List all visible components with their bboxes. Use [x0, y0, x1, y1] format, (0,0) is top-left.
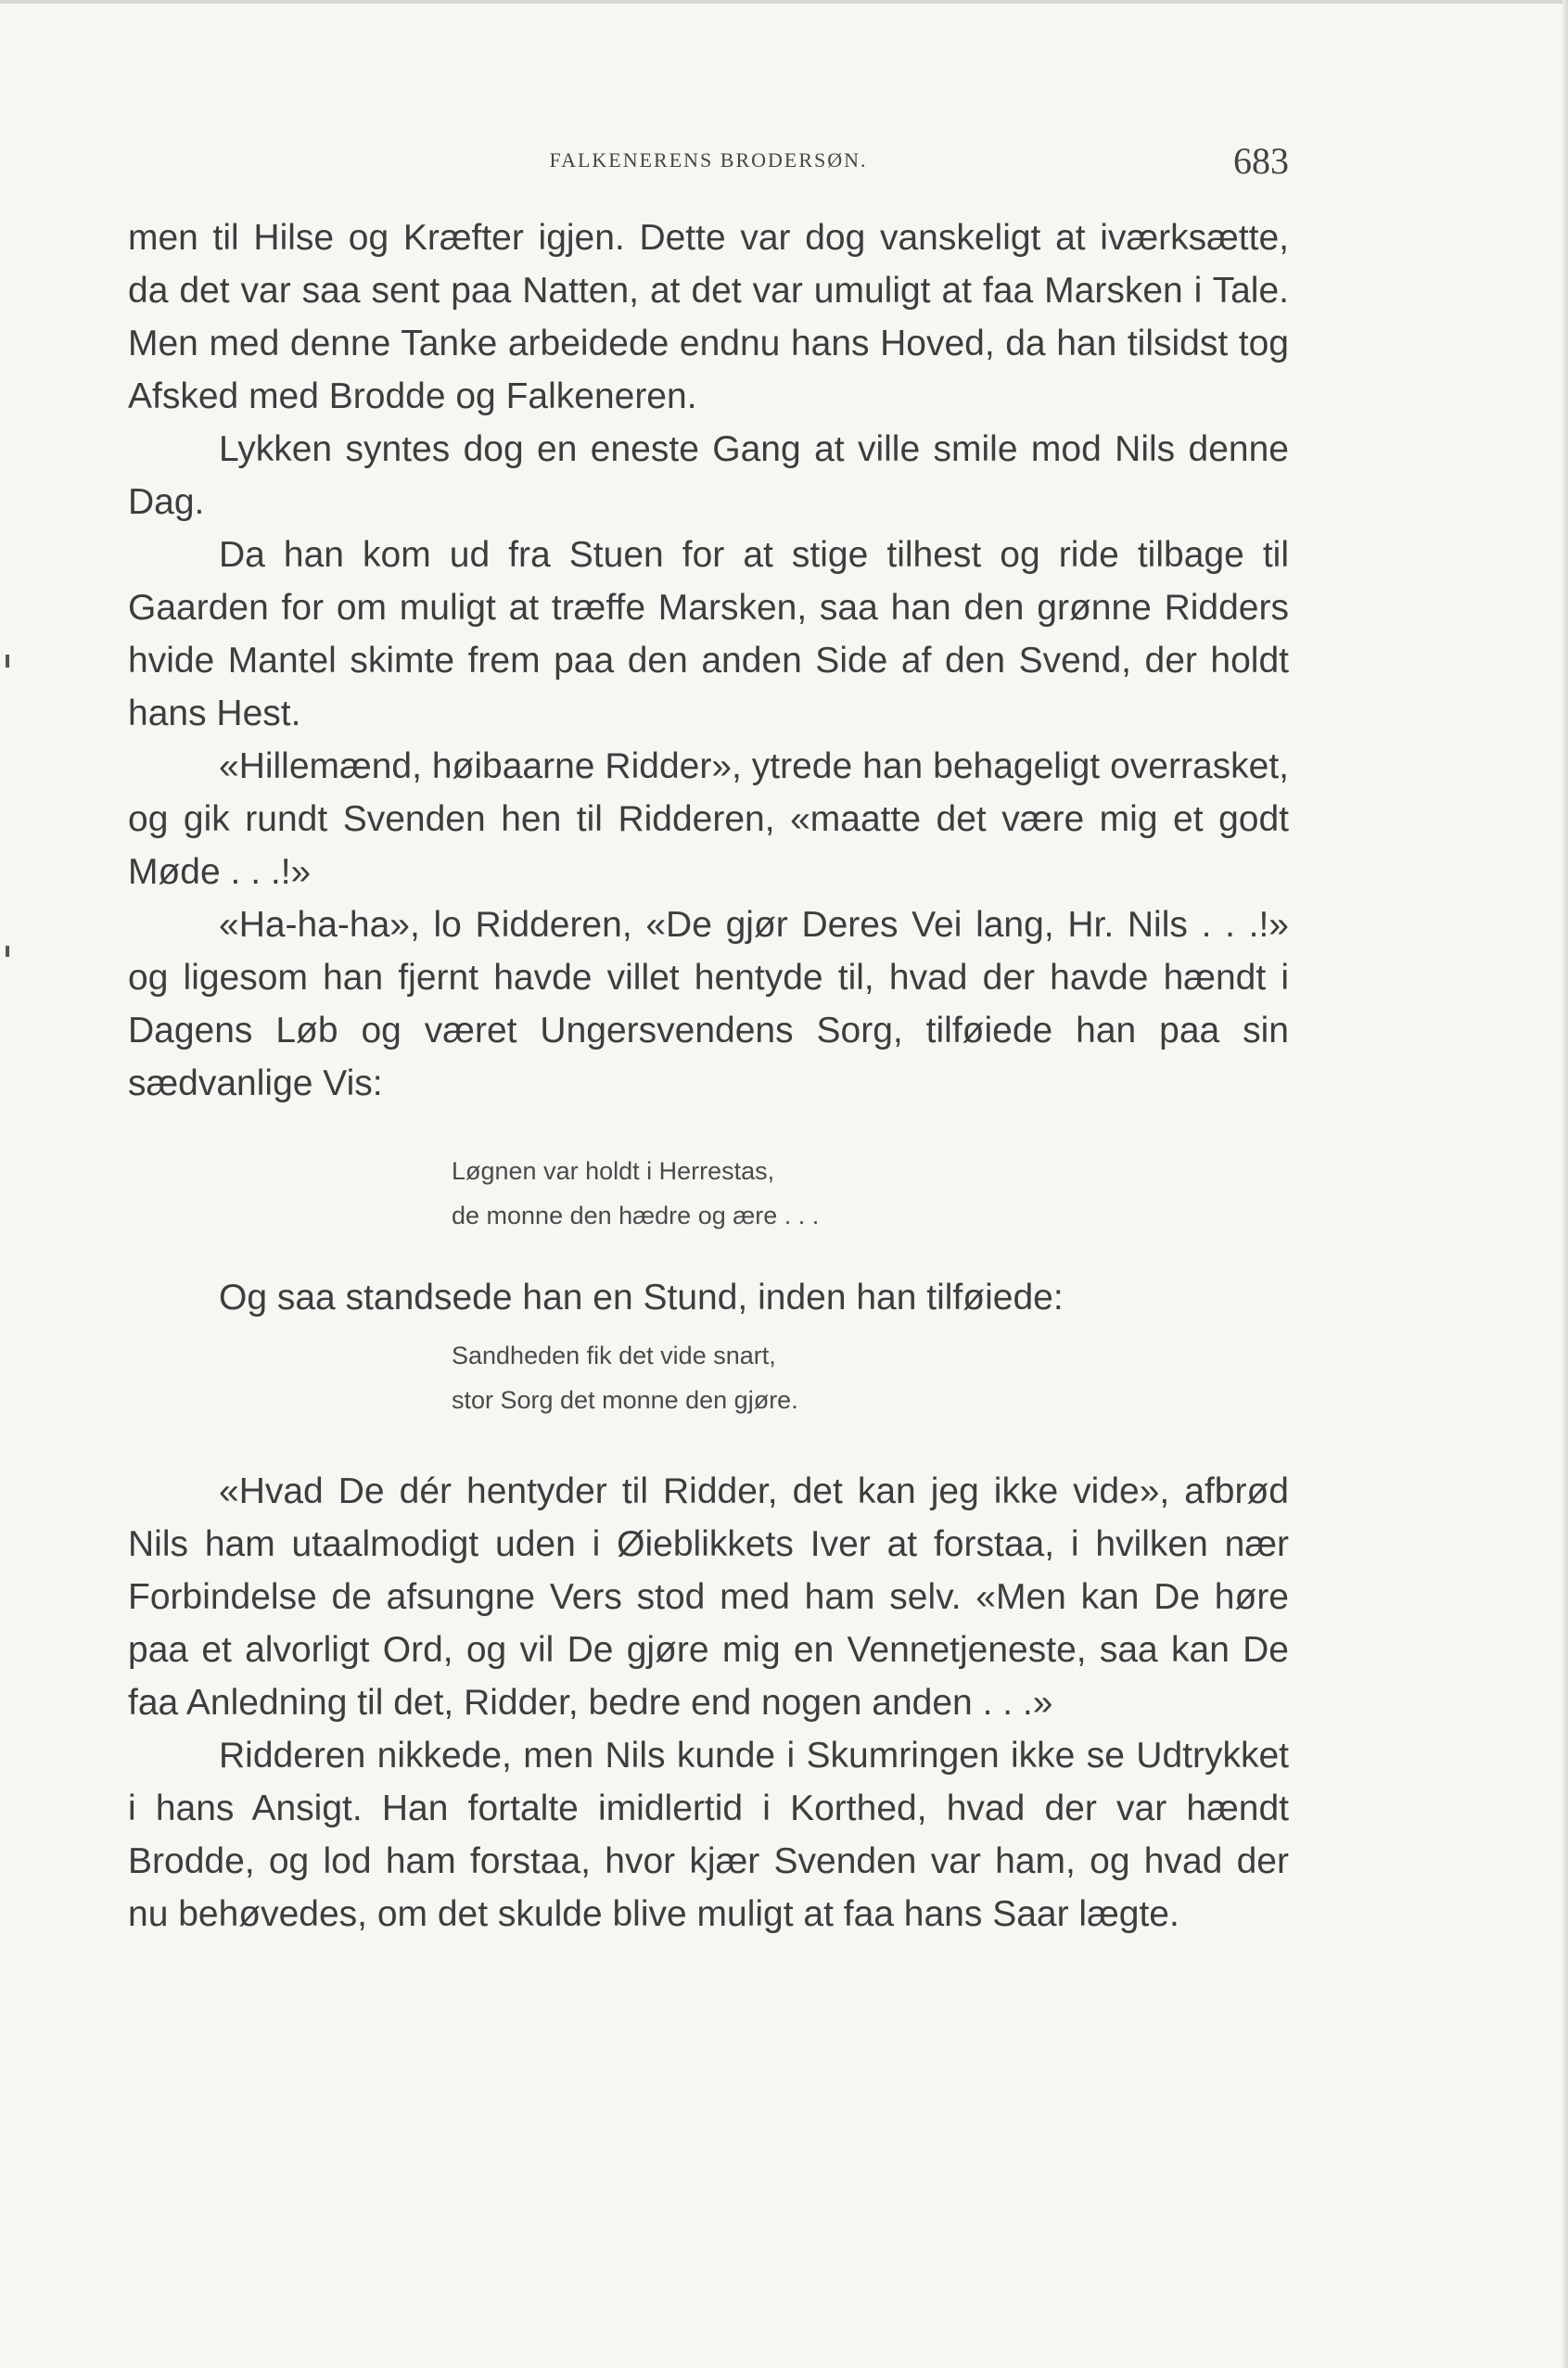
paragraph: Da han kom ud fra Stuen for at stige tilhest og ride tilbage til Gaarden for om muligt at træffe Marsken, saa han den grønne Ridders hvide Mantel skimte frem paa den anden Side af den Svend, der holdt hans Hest.	[128, 535, 1289, 733]
verse-block	[452, 1149, 1289, 1238]
verse-line: stor Sorg det monne den gjøre.	[452, 1386, 798, 1414]
paragraph: Lykken syntes dog en eneste Gang at ville smile mod Nils denne Dag.	[128, 429, 1289, 522]
paragraph: «Ha-ha-ha», lo Ridderen, «De gjør Deres Vei lang, Hr. Nils . . .!» og ligesom han fjernt havde villet hentyde til, hvad der havde hændt i Dagens Løb og været Ungersvendens Sorg, tilføiede han paa sin sædvanlige Vis:	[128, 905, 1289, 1103]
verse-block	[452, 1333, 1289, 1422]
margin-mark	[6, 946, 9, 957]
verse-line: de monne den hædre og ære . . .	[452, 1202, 820, 1229]
verse-line: Sandheden fik det vide snart,	[452, 1342, 776, 1369]
page-top-edge	[0, 0, 1568, 4]
page-number: 683	[1233, 140, 1289, 182]
paragraph: Ridderen nikkede, men Nils kunde i Skumringen ikke se Udtrykket i hans Ansigt. Han fortalte imidlertid i Korthed, hvad der var hændt Brodde, og lod ham forstaa, hvor kjær Svenden var ham, og hvad der nu behøvedes, om det skulde blive muligt at faa hans Saar lægte.	[128, 1736, 1289, 1934]
paragraph: men til Hilse og Kræfter igjen. Dette var dog vanskeligt at iværksætte, da det var saa sent paa Natten, at det var umuligt at faa Marsken i Tale. Men med denne Tanke arbeidede endnu hans Hoved, da han tilsidst tog Afsked med Brodde og Falkeneren.	[128, 218, 1289, 416]
paragraph: «Hvad De dér hentyder til Ridder, det kan jeg ikke vide», afbrød Nils ham utaalmodigt uden i Øieblikkets Iver at forstaa, i hvilken nær Forbindelse de afsungne Vers stod med ham selv. «Men kan De høre paa et alvorligt Ord, og vil De gjøre mig en Vennetjeneste, saa kan De faa Anledning til det, Ridder, bedre end nogen anden . . .»	[128, 1471, 1289, 1723]
page-header	[128, 139, 1289, 195]
body-text	[128, 211, 1289, 1941]
page-right-edge	[1562, 0, 1568, 2368]
paragraph: «Hillemænd, høibaarne Ridder», ytrede han behageligt overrasket, og gik rundt Svenden hen til Ridderen, «maatte det være mig et godt Møde . . .!»	[128, 746, 1289, 892]
paragraph: Og saa standsede han en Stund, inden han tilføiede:	[219, 1278, 1064, 1318]
margin-mark	[6, 655, 9, 668]
verse-line: Løgnen var holdt i Herrestas,	[452, 1157, 775, 1185]
running-head: FALKENERENS BRODERSØN.	[549, 148, 868, 172]
